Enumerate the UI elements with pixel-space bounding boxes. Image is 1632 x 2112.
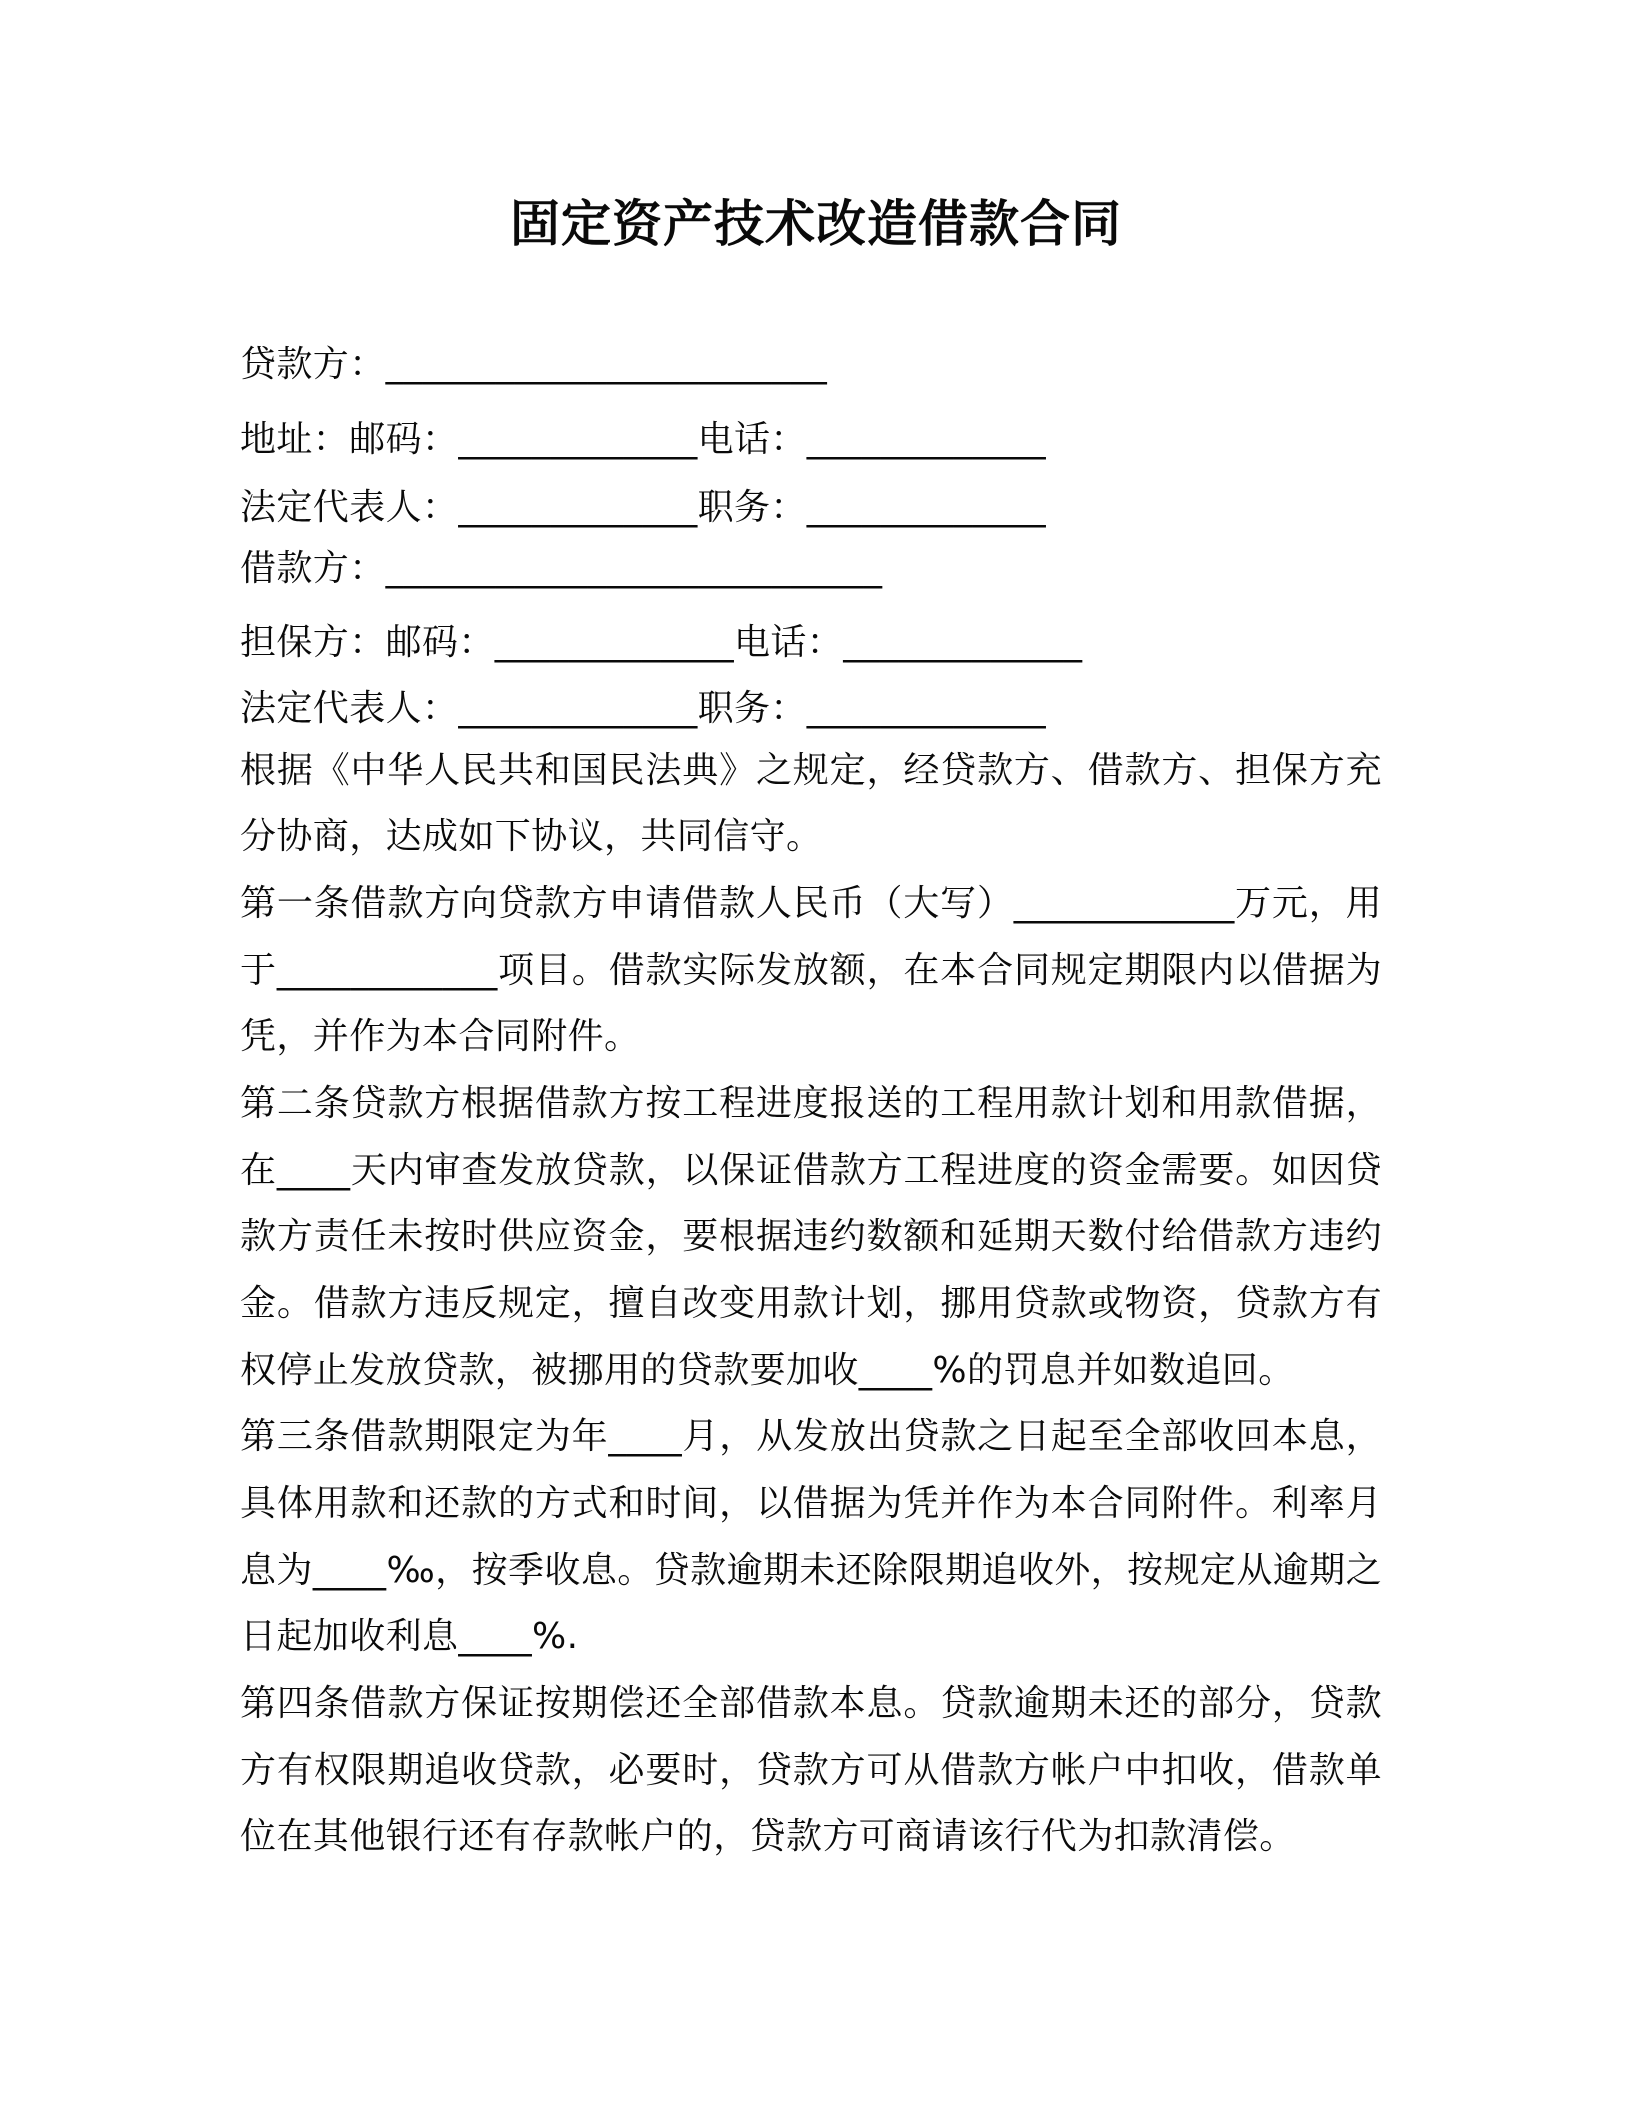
article-1-line: 于____________项目。借款实际发放额，在本合同规定期限内以借据为 <box>240 950 1382 991</box>
article-2-line: 权停止发放贷款，被挪用的贷款要加收____%的罚息并如数追回。 <box>240 1350 1295 1391</box>
article-3-line: 具体用款和还款的方式和时间，以借据为凭并作为本合同附件。利率月 <box>240 1483 1382 1524</box>
article-3-line: 日起加收利息____%. <box>240 1616 579 1657</box>
borrower-field: 借款方：___________________________ <box>240 548 883 589</box>
lender-field: 贷款方：________________________ <box>240 344 828 385</box>
article-2-line: 款方责任未按时供应资金，要根据违约数额和延期天数付给借款方违约 <box>240 1216 1382 1257</box>
article-4-line: 第四条借款方保证按期偿还全部借款本息。贷款逾期未还的部分，贷款 <box>240 1683 1382 1724</box>
preamble-line: 分协商，达成如下协议，共同信守。 <box>240 816 823 857</box>
article-2-line: 在____天内审查发放贷款，以保证借款方工程进度的资金需要。如因贷 <box>240 1150 1382 1191</box>
guarantor-field: 担保方：邮码：_____________电话：_____________ <box>240 622 1083 663</box>
article-4-line: 位在其他银行还有存款帐户的，贷款方可商请该行代为扣款清偿。 <box>240 1816 1296 1857</box>
article-1-line: 凭，并作为本合同附件。 <box>240 1016 641 1057</box>
article-2-line: 第二条贷款方根据借款方按工程进度报送的工程用款计划和用款借据， <box>240 1083 1382 1124</box>
lender-representative-field: 法定代表人：_____________职务：_____________ <box>240 487 1046 528</box>
article-1-line: 第一条借款方向贷款方申请借款人民币（大写）____________万元，用 <box>240 883 1382 924</box>
preamble-line: 根据《中华人民共和国民法典》之规定，经贷款方、借款方、担保方充 <box>240 750 1382 791</box>
article-4-line: 方有权限期追收贷款，必要时，贷款方可从借款方帐户中扣收，借款单 <box>240 1750 1382 1791</box>
guarantor-representative-field: 法定代表人：_____________职务：_____________ <box>240 688 1046 729</box>
article-3-line: 第三条借款期限定为年____月，从发放出贷款之日起至全部收回本息， <box>240 1416 1382 1457</box>
document-title: 固定资产技术改造借款合同 <box>510 195 1122 253</box>
article-2-line: 金。借款方违反规定，擅自改变用款计划，挪用贷款或物资，贷款方有 <box>240 1283 1382 1324</box>
article-3-line: 息为____‰，按季收息。贷款逾期未还除限期追收外，按规定从逾期之 <box>240 1550 1382 1591</box>
lender-address-field: 地址：邮码：_____________电话：_____________ <box>240 419 1046 460</box>
